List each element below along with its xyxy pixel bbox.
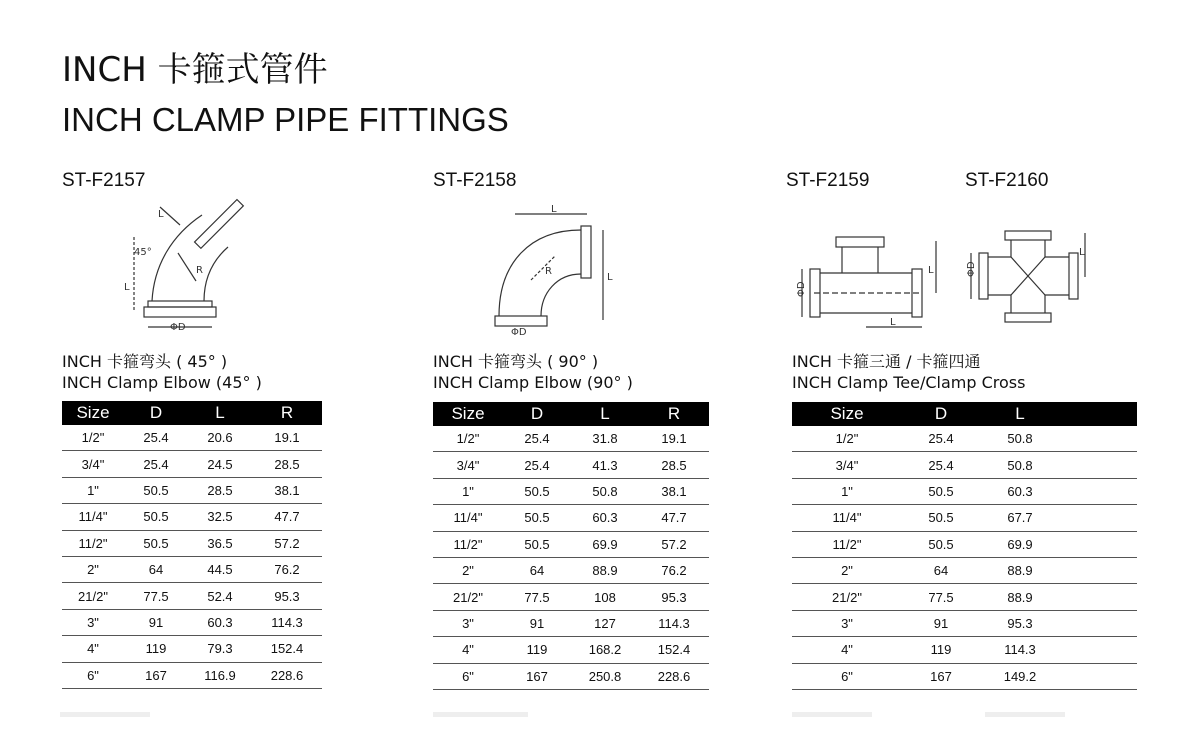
d-cell: 77.5 [503,584,571,610]
l-cell: 88.9 [571,557,639,583]
product-code-f2160: ST-F2160 [965,170,1049,191]
d-cell: 50.5 [124,477,188,503]
size-cell: 11/4" [62,504,124,530]
table-body-f2159 [792,426,1137,689]
size-cell: 6" [62,662,124,688]
page-title-en: INCH CLAMP PIPE FITTINGS [62,101,509,138]
l-cell: 127 [571,610,639,636]
size-cell: 4" [433,637,503,663]
cross-left-ferrule [979,253,988,299]
col-l: L [188,401,252,425]
size-cell: 2" [62,556,124,582]
d-cell: 25.4 [902,452,980,478]
table-f2158 [433,402,709,690]
size-cell: 3" [62,609,124,635]
table-row [62,530,322,556]
cross-top-ferrule [1005,231,1051,240]
col-r: R [639,402,709,426]
d-cell: 50.5 [902,531,980,557]
r-cell: 76.2 [252,556,322,582]
col-l: L [980,402,1060,426]
table-row [792,637,1137,663]
l-label: L [1079,247,1085,258]
product-code-f2158: ST-F2158 [433,170,517,191]
d-label: ΦD [796,281,807,297]
angle-label: 45° [134,247,152,258]
table-row [433,610,709,636]
elbow-45-bottom-ferrule [144,307,216,317]
table-row [792,478,1137,504]
l-cell: 52.4 [188,583,252,609]
size-cell: 21/2" [433,584,503,610]
size-cell: 3/4" [62,451,124,477]
r-cell: 19.1 [252,425,322,451]
table-row [62,583,322,609]
size-cell: 3" [433,610,503,636]
d-cell: 119 [503,637,571,663]
size-cell: 11/4" [433,505,503,531]
table-header-row [433,402,709,426]
table-row [433,531,709,557]
size-cell: 1" [62,477,124,503]
col-r: R [252,401,322,425]
r-cell: 95.3 [639,584,709,610]
caption-en-f2158: INCH Clamp Elbow (90° ) [433,373,633,392]
table-row [62,556,322,582]
l-cell: 41.3 [571,452,639,478]
spacer-cell [1060,610,1137,636]
d-label: ΦD [170,322,186,333]
table-row [792,505,1137,531]
elbow-90-diagram [485,204,615,338]
col-d: D [902,402,980,426]
size-cell: 2" [792,557,902,583]
size-cell: 2" [433,557,503,583]
product-code-f2157: ST-F2157 [62,170,146,191]
r-cell: 19.1 [639,426,709,452]
l-cell: 32.5 [188,504,252,530]
col-spacer [1060,402,1137,426]
table-row [792,426,1137,452]
l-cell: 24.5 [188,451,252,477]
size-cell: 4" [62,636,124,662]
r-cell: 57.2 [639,531,709,557]
elbow-90-outer-curve [499,230,581,316]
table-row [792,663,1137,689]
elbow-90-top-ferrule [581,226,591,278]
d-cell: 25.4 [902,426,980,452]
caption-cn-f2159: INCH 卡箍三通 / 卡箍四通 [792,352,981,371]
l-cell: 79.3 [188,636,252,662]
tee-drawing [790,225,945,335]
r-cell: 28.5 [252,451,322,477]
d-cell: 50.5 [503,531,571,557]
l-cell: 28.5 [188,477,252,503]
l-label-top: L [158,209,164,220]
table-f2157 [62,401,322,689]
table-body-f2157 [62,425,322,688]
r-cell: 95.3 [252,583,322,609]
r-cell: 57.2 [252,530,322,556]
l-cell: 250.8 [571,663,639,689]
cross-drawing [965,225,1095,335]
l-label: L [124,282,130,293]
dim-line-r [178,253,196,281]
table-row [433,584,709,610]
d-cell: 50.5 [902,505,980,531]
spacer-cell [1060,452,1137,478]
table-row [792,557,1137,583]
d-cell: 119 [902,637,980,663]
faint-mark [433,712,528,717]
l-cell: 168.2 [571,637,639,663]
r-label: R [545,266,552,277]
d-cell: 91 [124,609,188,635]
r-label: R [196,265,203,276]
caption-cn-f2157: INCH 卡箍弯头 ( 45° ) [62,352,228,371]
size-cell: 21/2" [62,583,124,609]
table-row [433,426,709,452]
r-cell: 47.7 [252,504,322,530]
size-cell: 6" [792,663,902,689]
l-cell: 50.8 [980,452,1060,478]
size-cell: 6" [433,663,503,689]
d-cell: 91 [503,610,571,636]
elbow-45-diagram [120,195,260,345]
page-title-cn: INCH 卡箍式管件 [62,50,328,90]
table-row [792,452,1137,478]
l-cell: 116.9 [188,662,252,688]
table-row [62,425,322,451]
r-cell: 152.4 [639,637,709,663]
spacer-cell [1060,637,1137,663]
col-l: L [571,402,639,426]
l-cell: 44.5 [188,556,252,582]
elbow-90-drawing [485,204,615,338]
table-row [62,662,322,688]
faint-mark [985,712,1065,717]
l-cell: 60.3 [980,478,1060,504]
d-cell: 167 [503,663,571,689]
d-cell: 64 [503,557,571,583]
table-header-row [62,401,322,425]
spacer-cell [1060,478,1137,504]
d-cell: 77.5 [902,584,980,610]
d-cell: 25.4 [503,452,571,478]
size-cell: 1/2" [433,426,503,452]
table-row [433,452,709,478]
caption-cn-f2158: INCH 卡箍弯头 ( 90° ) [433,352,599,371]
l-cell: 88.9 [980,584,1060,610]
table-row [62,504,322,530]
elbow-90-inner-curve [541,274,581,316]
col-size: Size [792,402,902,426]
col-d: D [503,402,571,426]
table-row [62,636,322,662]
size-cell: 4" [792,637,902,663]
d-cell: 91 [902,610,980,636]
d-cell: 25.4 [124,425,188,451]
size-cell: 1/2" [792,426,902,452]
l-label-side: L [928,265,934,276]
table-row [62,451,322,477]
r-cell: 38.1 [252,477,322,503]
l-cell: 88.9 [980,557,1060,583]
l-cell: 95.3 [980,610,1060,636]
size-cell: 1/2" [62,425,124,451]
caption-en-f2159: INCH Clamp Tee/Clamp Cross [792,373,1026,392]
size-cell: 11/2" [433,531,503,557]
table-row [433,557,709,583]
size-cell: 3" [792,610,902,636]
r-cell: 28.5 [639,452,709,478]
faint-mark [792,712,872,717]
table-row [433,663,709,689]
spacer-cell [1060,505,1137,531]
product-code-f2159: ST-F2159 [786,170,870,191]
col-size: Size [62,401,124,425]
l-cell: 114.3 [980,637,1060,663]
elbow-45-outer-curve [152,215,202,301]
l-cell: 50.8 [980,426,1060,452]
l-label-bottom: L [890,317,896,328]
table-row [792,584,1137,610]
l-cell: 50.8 [571,478,639,504]
cross-diagram [965,225,1095,335]
r-cell: 47.7 [639,505,709,531]
l-cell: 20.6 [188,425,252,451]
l-cell: 31.8 [571,426,639,452]
elbow-45-top-ferrule [195,200,244,249]
l-cell: 149.2 [980,663,1060,689]
size-cell: 11/4" [792,505,902,531]
r-cell: 228.6 [252,662,322,688]
elbow-90-bottom-ferrule [495,316,547,326]
d-cell: 64 [902,557,980,583]
r-cell: 114.3 [639,610,709,636]
d-cell: 50.5 [503,505,571,531]
elbow-45-inner-curve [204,247,228,301]
cross-bottom-ferrule [1005,313,1051,322]
table-body-f2158 [433,426,709,689]
d-label: ΦD [511,327,527,338]
r-cell: 38.1 [639,478,709,504]
d-cell: 167 [902,663,980,689]
spacer-cell [1060,557,1137,583]
table-row [433,505,709,531]
d-cell: 119 [124,636,188,662]
spacer-cell [1060,531,1137,557]
size-cell: 1" [792,478,902,504]
spacer-cell [1060,584,1137,610]
tee-top-ferrule [836,237,884,247]
d-cell: 167 [124,662,188,688]
tee-diagram [790,225,945,335]
table-row [62,477,322,503]
d-cell: 50.5 [503,478,571,504]
l-cell: 69.9 [980,531,1060,557]
spacer-cell [1060,663,1137,689]
d-cell: 64 [124,556,188,582]
table-row [792,610,1137,636]
r-cell: 76.2 [639,557,709,583]
faint-mark [60,712,150,717]
d-cell: 50.5 [902,478,980,504]
l-label-side: L [607,272,613,283]
d-cell: 50.5 [124,530,188,556]
size-cell: 3/4" [792,452,902,478]
r-cell: 114.3 [252,609,322,635]
spacer-cell [1060,426,1137,452]
l-cell: 108 [571,584,639,610]
l-cell: 60.3 [188,609,252,635]
l-cell: 67.7 [980,505,1060,531]
l-cell: 60.3 [571,505,639,531]
table-row [433,478,709,504]
d-cell: 25.4 [503,426,571,452]
size-cell: 11/2" [792,531,902,557]
d-cell: 77.5 [124,583,188,609]
col-d: D [124,401,188,425]
size-cell: 3/4" [433,452,503,478]
d-cell: 25.4 [124,451,188,477]
col-size: Size [433,402,503,426]
l-cell: 36.5 [188,530,252,556]
d-cell: 50.5 [124,504,188,530]
d-label: ΦD [966,261,977,277]
elbow-45-drawing [120,195,260,345]
size-cell: 21/2" [792,584,902,610]
l-label-top: L [551,204,557,215]
table-row [433,637,709,663]
table-row [62,609,322,635]
r-cell: 228.6 [639,663,709,689]
size-cell: 1" [433,478,503,504]
l-cell: 69.9 [571,531,639,557]
caption-en-f2157: INCH Clamp Elbow (45° ) [62,373,262,392]
size-cell: 11/2" [62,530,124,556]
table-f2159 [792,402,1137,690]
table-header-row [792,402,1137,426]
table-row [792,531,1137,557]
cross-right-ferrule [1069,253,1078,299]
elbow-45-bottom-lip [148,301,212,307]
r-cell: 152.4 [252,636,322,662]
